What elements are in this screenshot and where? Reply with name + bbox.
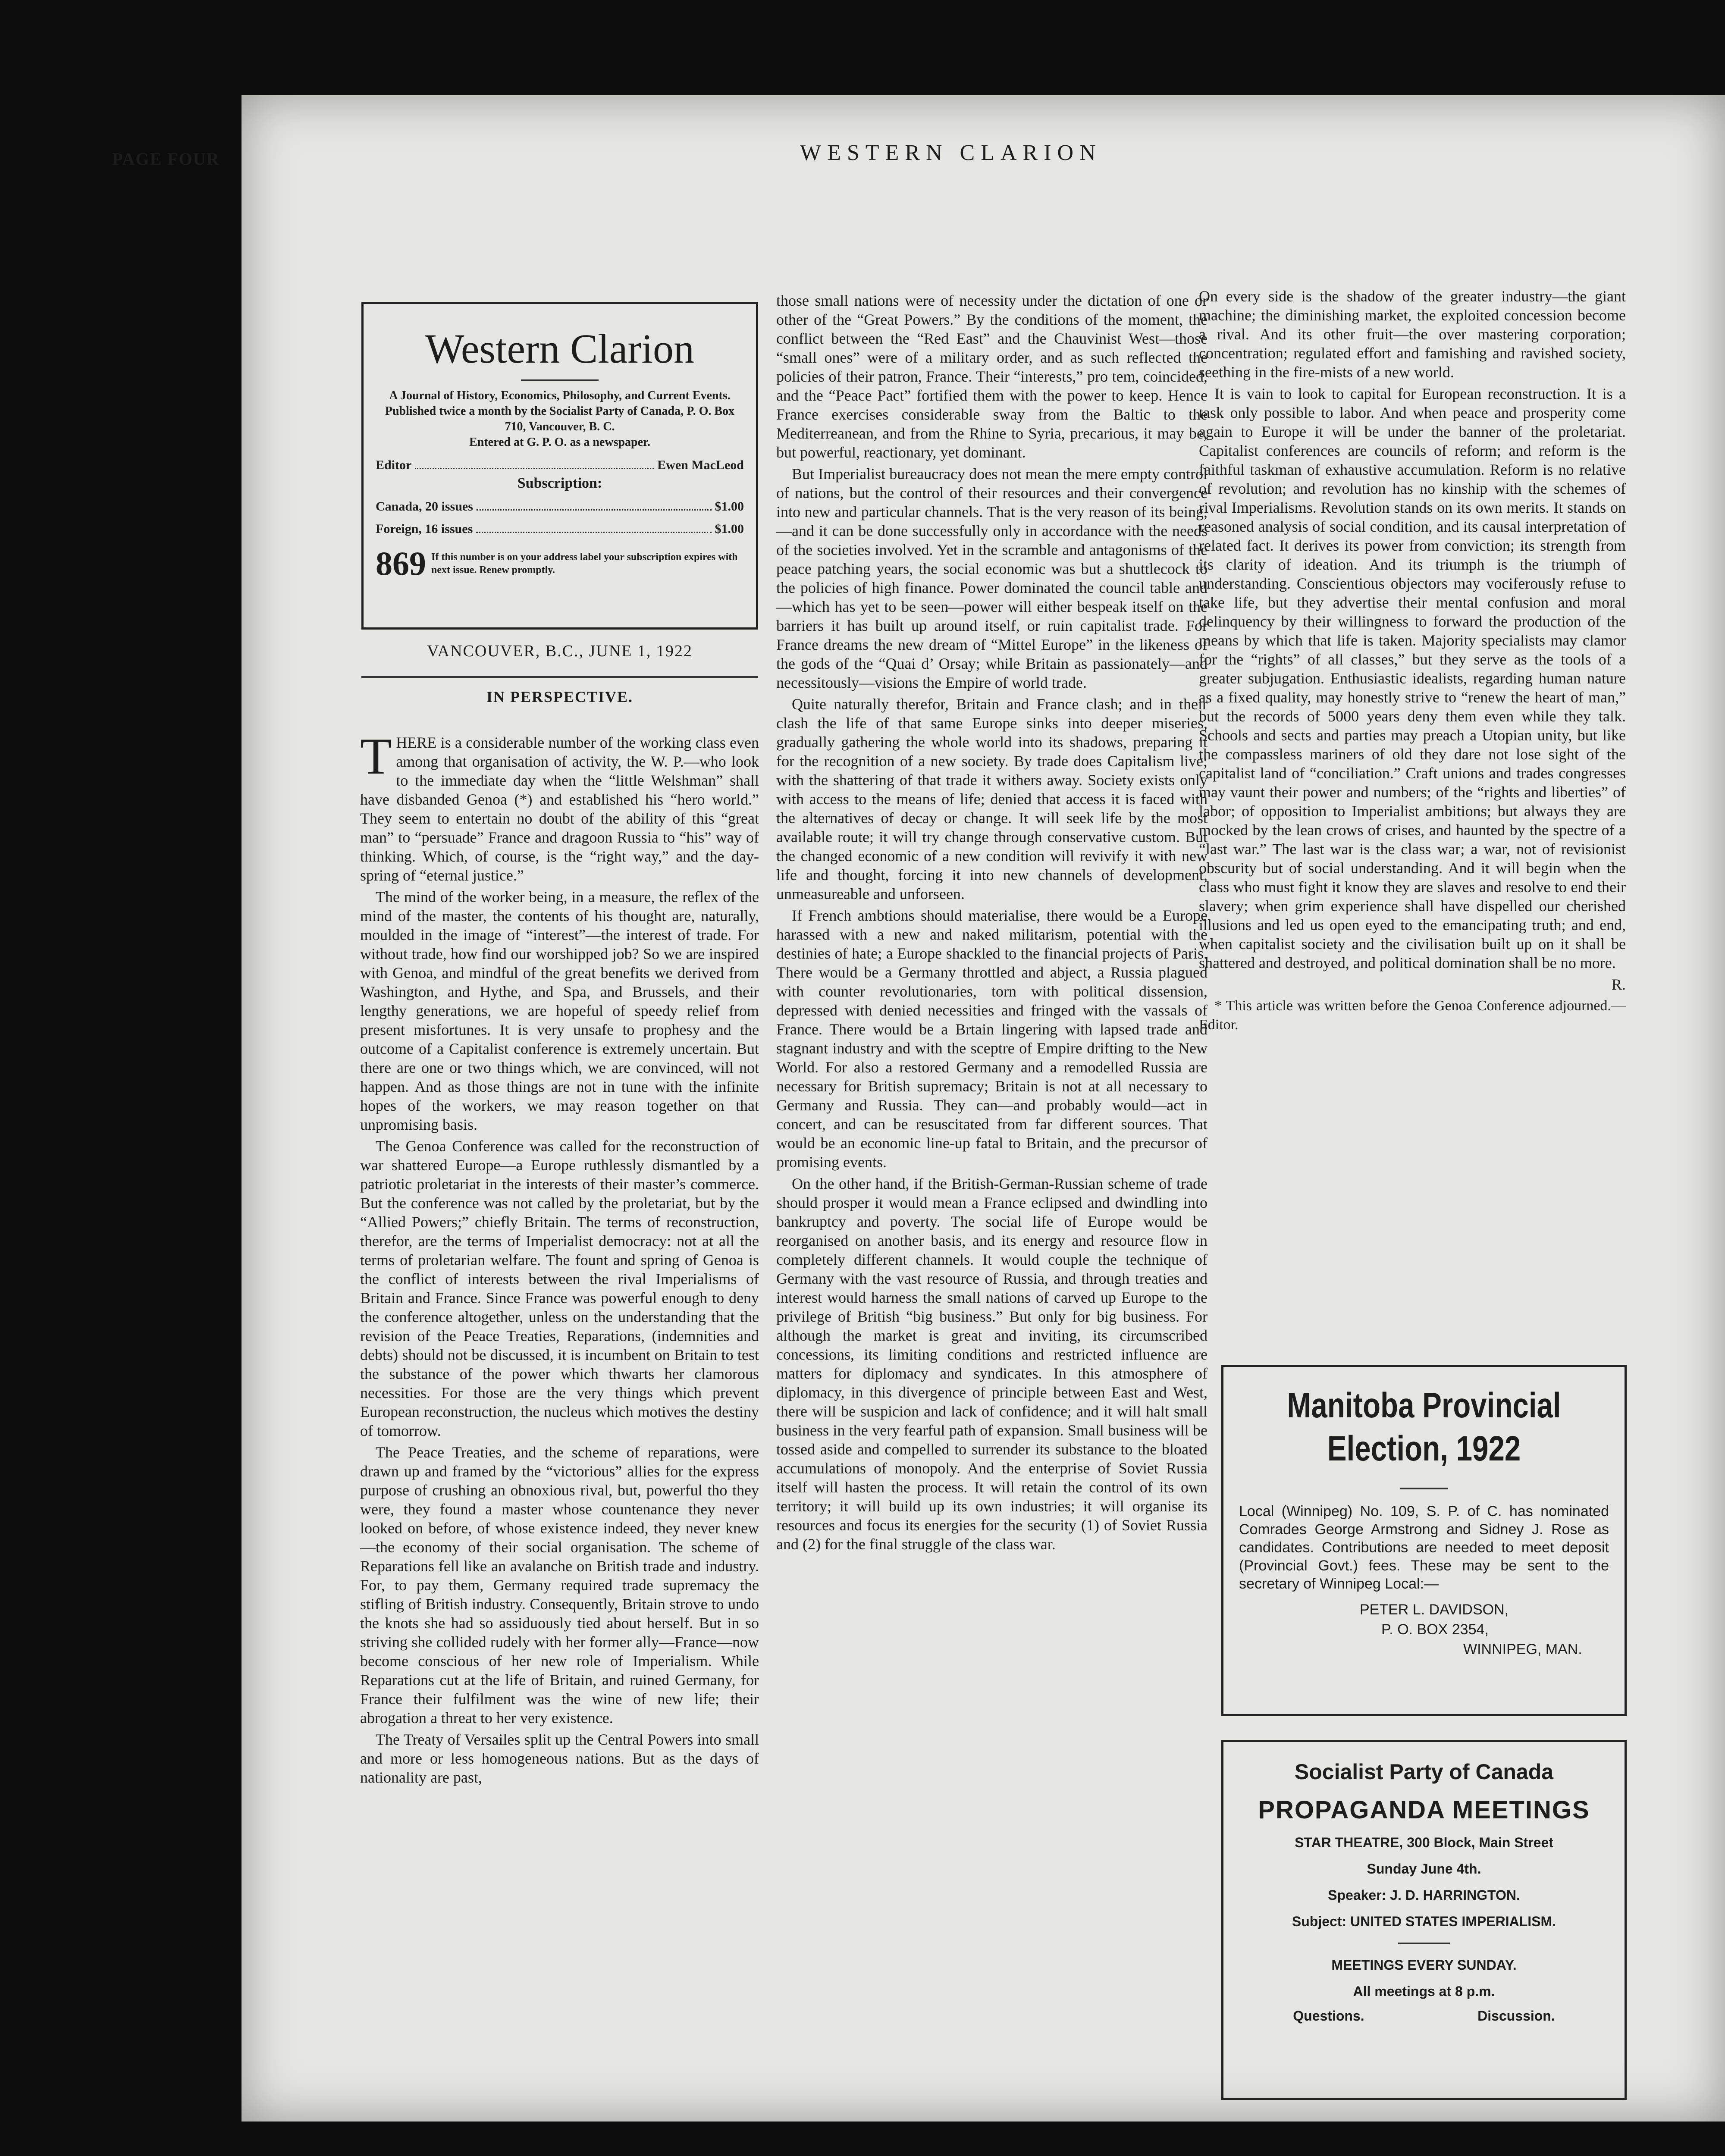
foreign-price: $1.00	[715, 522, 744, 536]
meeting-venue: STAR THEATRE, 300 Block, Main Street	[1295, 1835, 1553, 1850]
editor-label: Editor	[376, 458, 412, 472]
dotted-leader	[476, 532, 711, 533]
drop-cap: T	[360, 727, 392, 785]
article-column-1	[360, 727, 759, 1789]
address-name: PETER L. DAVIDSON,	[1360, 1601, 1509, 1618]
masthead-entered: Entered at G. P. O. as a newspaper.	[469, 436, 650, 449]
address-city: WINNIPEG, MAN.	[1463, 1641, 1582, 1658]
meeting-speaker: Speaker: J. D. HARRINGTON.	[1328, 1887, 1520, 1903]
editor-row	[376, 458, 744, 473]
foreign-label: Foreign, 16 issues	[376, 522, 473, 536]
paragraph: THERE is a considerable number of the working class even among that organisation of activity, the W. P.—who look to the immediate day when the “little Welshman” shall have disbanded Genoa (*) and established his “hero world.” They seem to entertain no doubt of the ability of this “great man” to “persuade” France and dragoon Russia to “his” way of thinking. Which, of course, is the “right way,” and the day-spring of “eternal justice.”	[360, 727, 759, 884]
discussion-label: Discussion.	[1477, 2008, 1555, 2024]
notice-heading: PROPAGANDA MEETINGS	[1258, 1796, 1590, 1824]
paragraph: On the other hand, if the British-German-Russian scheme of trade should prosper it would mean a France eclipsed and dwindling into bankruptcy and poverty. The social life of Europe would be reorganised on another basis, and its energy and resource flow in completely different channels. It would couple the technique of Germany with the vast resource of Russia, and through treaties and interest would harness the small nations of carved up Europe to the privilege of British “big business.” But only for big business. For although the market is great and inviting, its circumscribed concessions, its limiting conditions and restricted influence are matters for diplomacy and syndicates. In this atmosphere of diplomacy, in this divergence of principle between East and West, there will be suspicion and lack of confidence; and it will halt small business in the very fearful path of expansion. Small business will be tossed aside and compelled to surrender its substance to the bloated accumulations of monopoly. And the enterprise of Soviet Russia itself will hasten the process. It will retain the control of its own territory; it will build up its own industries; it will organise its resources and focus its energies for the security (1) of Soviet Russia and (2) for the final struggle of the class war.	[776, 1175, 1208, 1553]
meeting-time: All meetings at 8 p.m.	[1353, 1984, 1495, 1999]
notice-title: Manitoba Provincial Election, 1922	[1287, 1386, 1561, 1468]
paragraph: If French ambtions should materialise, there would be a Europe harassed with a new and naked militarism, potential with the destinies of hate; a Europe shackled to the financial projects of Paris. There would be a Germany throttled and abject, a Russia plagued with counter revolutionaries, torn with political dissension, depressed with denied necessities and fringed with the vassals of France. There would be a Brtain lingering with lapsed trade and stagnant industry and with the sceptre of Empire drifting to the New World. For also a restored Germany and a remodelled Russia are necessary for British supremacy; Britain is not at all necessary to Germany and Russia. They can—and probably would—act in concert, and can be resuscitated from far different sources. That would be an economic line-up fatal to Britain, and the precursor of promising events.	[776, 907, 1208, 1171]
divider	[361, 676, 758, 678]
article-footnote: * This article was written before the Genoa Conference adjourned.—Editor.	[1199, 998, 1626, 1033]
article-headline: IN PERSPECTIVE.	[486, 688, 634, 705]
renew-note: If this number is on your address label your subscription expires with next issue. Renew promptly.	[431, 552, 738, 576]
meeting-subject: Subject: UNITED STATES IMPERIALISM.	[1292, 1914, 1556, 1929]
dotted-leader	[477, 509, 712, 511]
manitoba-election-notice	[1221, 1365, 1627, 1716]
notice-body: Local (Winnipeg) No. 109, S. P. of C. has nominated Comrades George Armstrong and Sidney J. Rose as candidates. Contributions are needed to meet deposit (Provincial Govt.) fees. These may be sent to the secretary of Winnipeg Local:—	[1239, 1503, 1609, 1592]
masthead-published: Published twice a month by the Socialist Party of Canada, P. O. Box 710, Vancouver, B. C.	[385, 404, 735, 433]
masthead-box	[361, 302, 758, 630]
divider	[1398, 1943, 1450, 1944]
article-signature: R.	[1611, 976, 1626, 993]
divider	[1400, 1488, 1448, 1489]
paragraph: On every side is the shadow of the greater industry—the giant machine; the diminishing market, the exploited concession become a rival. And its other fruit—the over mastering corporation; concentration; regulated effort and famishing and ravished society, seething in the fire-mists of a new world.	[1199, 288, 1626, 381]
article-column-3	[1199, 287, 1626, 1037]
editor-name: Ewen MacLeod	[657, 458, 744, 472]
paragraph: The Genoa Conference was called for the reconstruction of war shattered Europe—a Europe ruthlessly dismantled by a patriotic proletariat in the interests of their master’s commerce. But the conference was not called by the proletariat, but by the “Allied Powers;” chiefly Britain. The terms of reconstruction, therefor, are the terms of Imperialist democracy: not at all the terms of proletarian welfare. The fount and spring of Genoa is the conflict of interests between the rival Imperialisms of Britain and France. Since France was powerful enough to deny the conference altogether, unless on the understanding that the revision of the Peace Treaties, Reparations, (indemnities and debts) should not be discussed, it is incumbent on Britain to test the substance of the power which thwarts her clamorous necessities. For those are the very things which prevent European reconstruction, the nucleus which motives the destiny of tomorrow.	[360, 1138, 759, 1439]
meeting-format	[1236, 2008, 1612, 2024]
paragraph: But Imperialist bureaucracy does not mean the mere empty control of nations, but the control of their resources and their convergence into new and particular channels. That is the very reason of its being,—and it can be done successfully only in accordance with the needs of the societies involved. Yet in the scramble and antagonisms of the peace patching years, the social economic was but a shuttlecock to the policies of high finance. Power dominated the council table and—which has yet to be seen—power will either bespeak itself on the barriers it has built up around itself, or ruin capitalist trade. For France dreams the new dream of “Mittel Europe” in the likeness of the gods of the “Quai d’ Orsay; while Britain as passionately—and necessitously—visions the Empire of world trade.	[776, 465, 1208, 691]
dotted-leader	[415, 468, 654, 469]
propaganda-meetings-notice	[1221, 1740, 1627, 2100]
divider	[521, 379, 599, 381]
page-number: PAGE FOUR	[112, 149, 220, 169]
notice-org: Socialist Party of Canada	[1294, 1760, 1554, 1784]
article-column-2	[776, 291, 1208, 1556]
meetings-every-sunday: MEETINGS EVERY SUNDAY.	[1331, 1957, 1517, 1973]
paragraph: The Peace Treaties, and the scheme of reparations, were drawn up and framed by the “victorious” allies for the express purpose of crushing an obnoxious rival, but, powerful tho they were, they found a master whose countenance they never looked on before, of whose existence indeed, they never knew—the economy of their social organisation. The scheme of Reparations fell like an avalanche on British trade and industry. For, to pay them, Germany required trade supremacy the stifling of British industry. Consequently, Britain strove to undo the knots she had so assiduously tied about herself. But in so striving she collided rudely with her former ally—France—now become conscious of her new role of Imperialism. While Reparations cut at the life of Britain, and ruined Germany, for France their fulfilment was the wine of new life; their abrogation a threat to her very existence.	[360, 1444, 759, 1727]
foreign-rate-row	[376, 522, 744, 536]
subscription-heading: Subscription:	[517, 475, 602, 491]
meeting-date: Sunday June 4th.	[1367, 1861, 1481, 1877]
questions-label: Questions.	[1293, 2008, 1364, 2024]
issue-number-row	[376, 544, 744, 583]
dateline: VANCOUVER, B.C., JUNE 1, 1922	[427, 642, 693, 660]
running-title: WESTERN CLARION	[800, 141, 1102, 165]
masthead-description: A Journal of History, Economics, Philosophy, and Current Events.	[389, 389, 731, 402]
canada-rate-row	[376, 499, 744, 514]
paragraph: The Treaty of Versailes split up the Central Powers into small and more or less homogeneous nations. But as the days of nationality are past,	[360, 1731, 759, 1786]
address-box: P. O. BOX 2354,	[1381, 1621, 1489, 1638]
paragraph: It is vain to look to capital for European reconstruction. It is a task only possible to labor. And when peace and prosperity come again to Europe it will be under the banner of the proletariat. Capitalist conferences are councils of reform; and reform is the faithful taskman of exhaustive accumulation. Reform is no relative of revolution; and revolution has no kinship with the schemes of rival Imperialisms. Revolution stands on its own merits. It stands on reasoned analysis of social condition, and its causal interpretation of related fact. It derives its power from conviction; its strength from its clarity of ideation. And its triumph is the triumph of understanding. Conscientious objectors may vociferously refuse to take life, but they advertise their mental confusion and moral delinquency by their willingness to forward the production of the means by which that life is taken. Majority specialists may clamor for the “rights” of all classes,” but they serve as the tools of a greater subjugation. Enthusiastic idealists, regarding human nature as a fixed quality, may honestly strive to “renew the heart of man,” but the records of 5000 years deny them even while they talk. Schools and sects and parties may preach a Utopian unity, but like the compassless mariners of old they dare not lose sight of the capitalist land of “conciliation.” Craft unions and trades congresses may vaunt their power and numbers; of the “rights and liberties” of labor; of opposition to Imperialist ambitions; but always they are mocked by the lean crows of crises, and haunted by the spectre of a “last war.” The last war is the class war; a war, not of revisionist obscurity but of social understanding. And it will begin when the class who must fight it know they are slaves and resolve to end their slavery; when grim experience shall have dispelled our cherished illusions and led us open eyed to the emancipating truth; and end, when capitalist society and the civilisation built up on it shall be shattered and destroyed, and political domination shall be no more.	[1199, 385, 1626, 971]
paragraph: The mind of the worker being, in a measure, the reflex of the mind of the master, the contents of his thought are, naturally, moulded in the image of “interest”—the interest of trade. For without trade, how find our worshipped job? So we are inspired with Genoa, and mindful of the great benefits we derived from Washington, and Hythe, and Spa, and Brussels, and their lengthy generations, we are hopeful of speedy relief from present misfortunes. It is very unsafe to prophesy and the outcome of a Capitalist conference is extremely uncertain. But there are one or two things which, we are convinced, will not happen. And as those things are not in tune with the infinite hopes of the workers, we may reason together on that unpromising basis.	[360, 888, 759, 1133]
canada-label: Canada, 20 issues	[376, 499, 473, 514]
canada-price: $1.00	[715, 499, 744, 514]
notice-address	[1239, 1600, 1609, 1659]
paragraph: Quite naturally therefor, Britain and France clash; and in their clash the life of that same Europe sinks into deeper miseries, gradually gathering the whole world into its shadows, preparing it for the recognition of a new society. By trade does Capitalism live; with the shattering of that trade it withers away. Society exists only with access to the means of life; denied that access it is faced with the alternatives of decay or change. It will seek life by the most available route; it will try change through conservative custom. But the changed economic of a new condition will revivify it with new life and thought, forcing it into new channels of development, unmeasureable and unforseen.	[776, 696, 1208, 903]
paragraph: those small nations were of necessity under the dictation of one or other of the “Great Powers.” By the conditions of the moment, the conflict between the “Red East” and the Chauvinist West—those “small ones” were of a military order, and as such reflected the policies of their patron, France. Their “interests,” pro tem, coincided, and the “Peace Pact” fortified them with the power to keep. Hence France exercises considerable sway from the Baltic to the Mediterreanean, and from the Rhine to Syria, precarious, it may be, but powerful, reactionary, yet dominant.	[776, 292, 1208, 461]
issue-number: 869	[376, 545, 426, 582]
masthead-title: Western Clarion	[425, 326, 695, 372]
